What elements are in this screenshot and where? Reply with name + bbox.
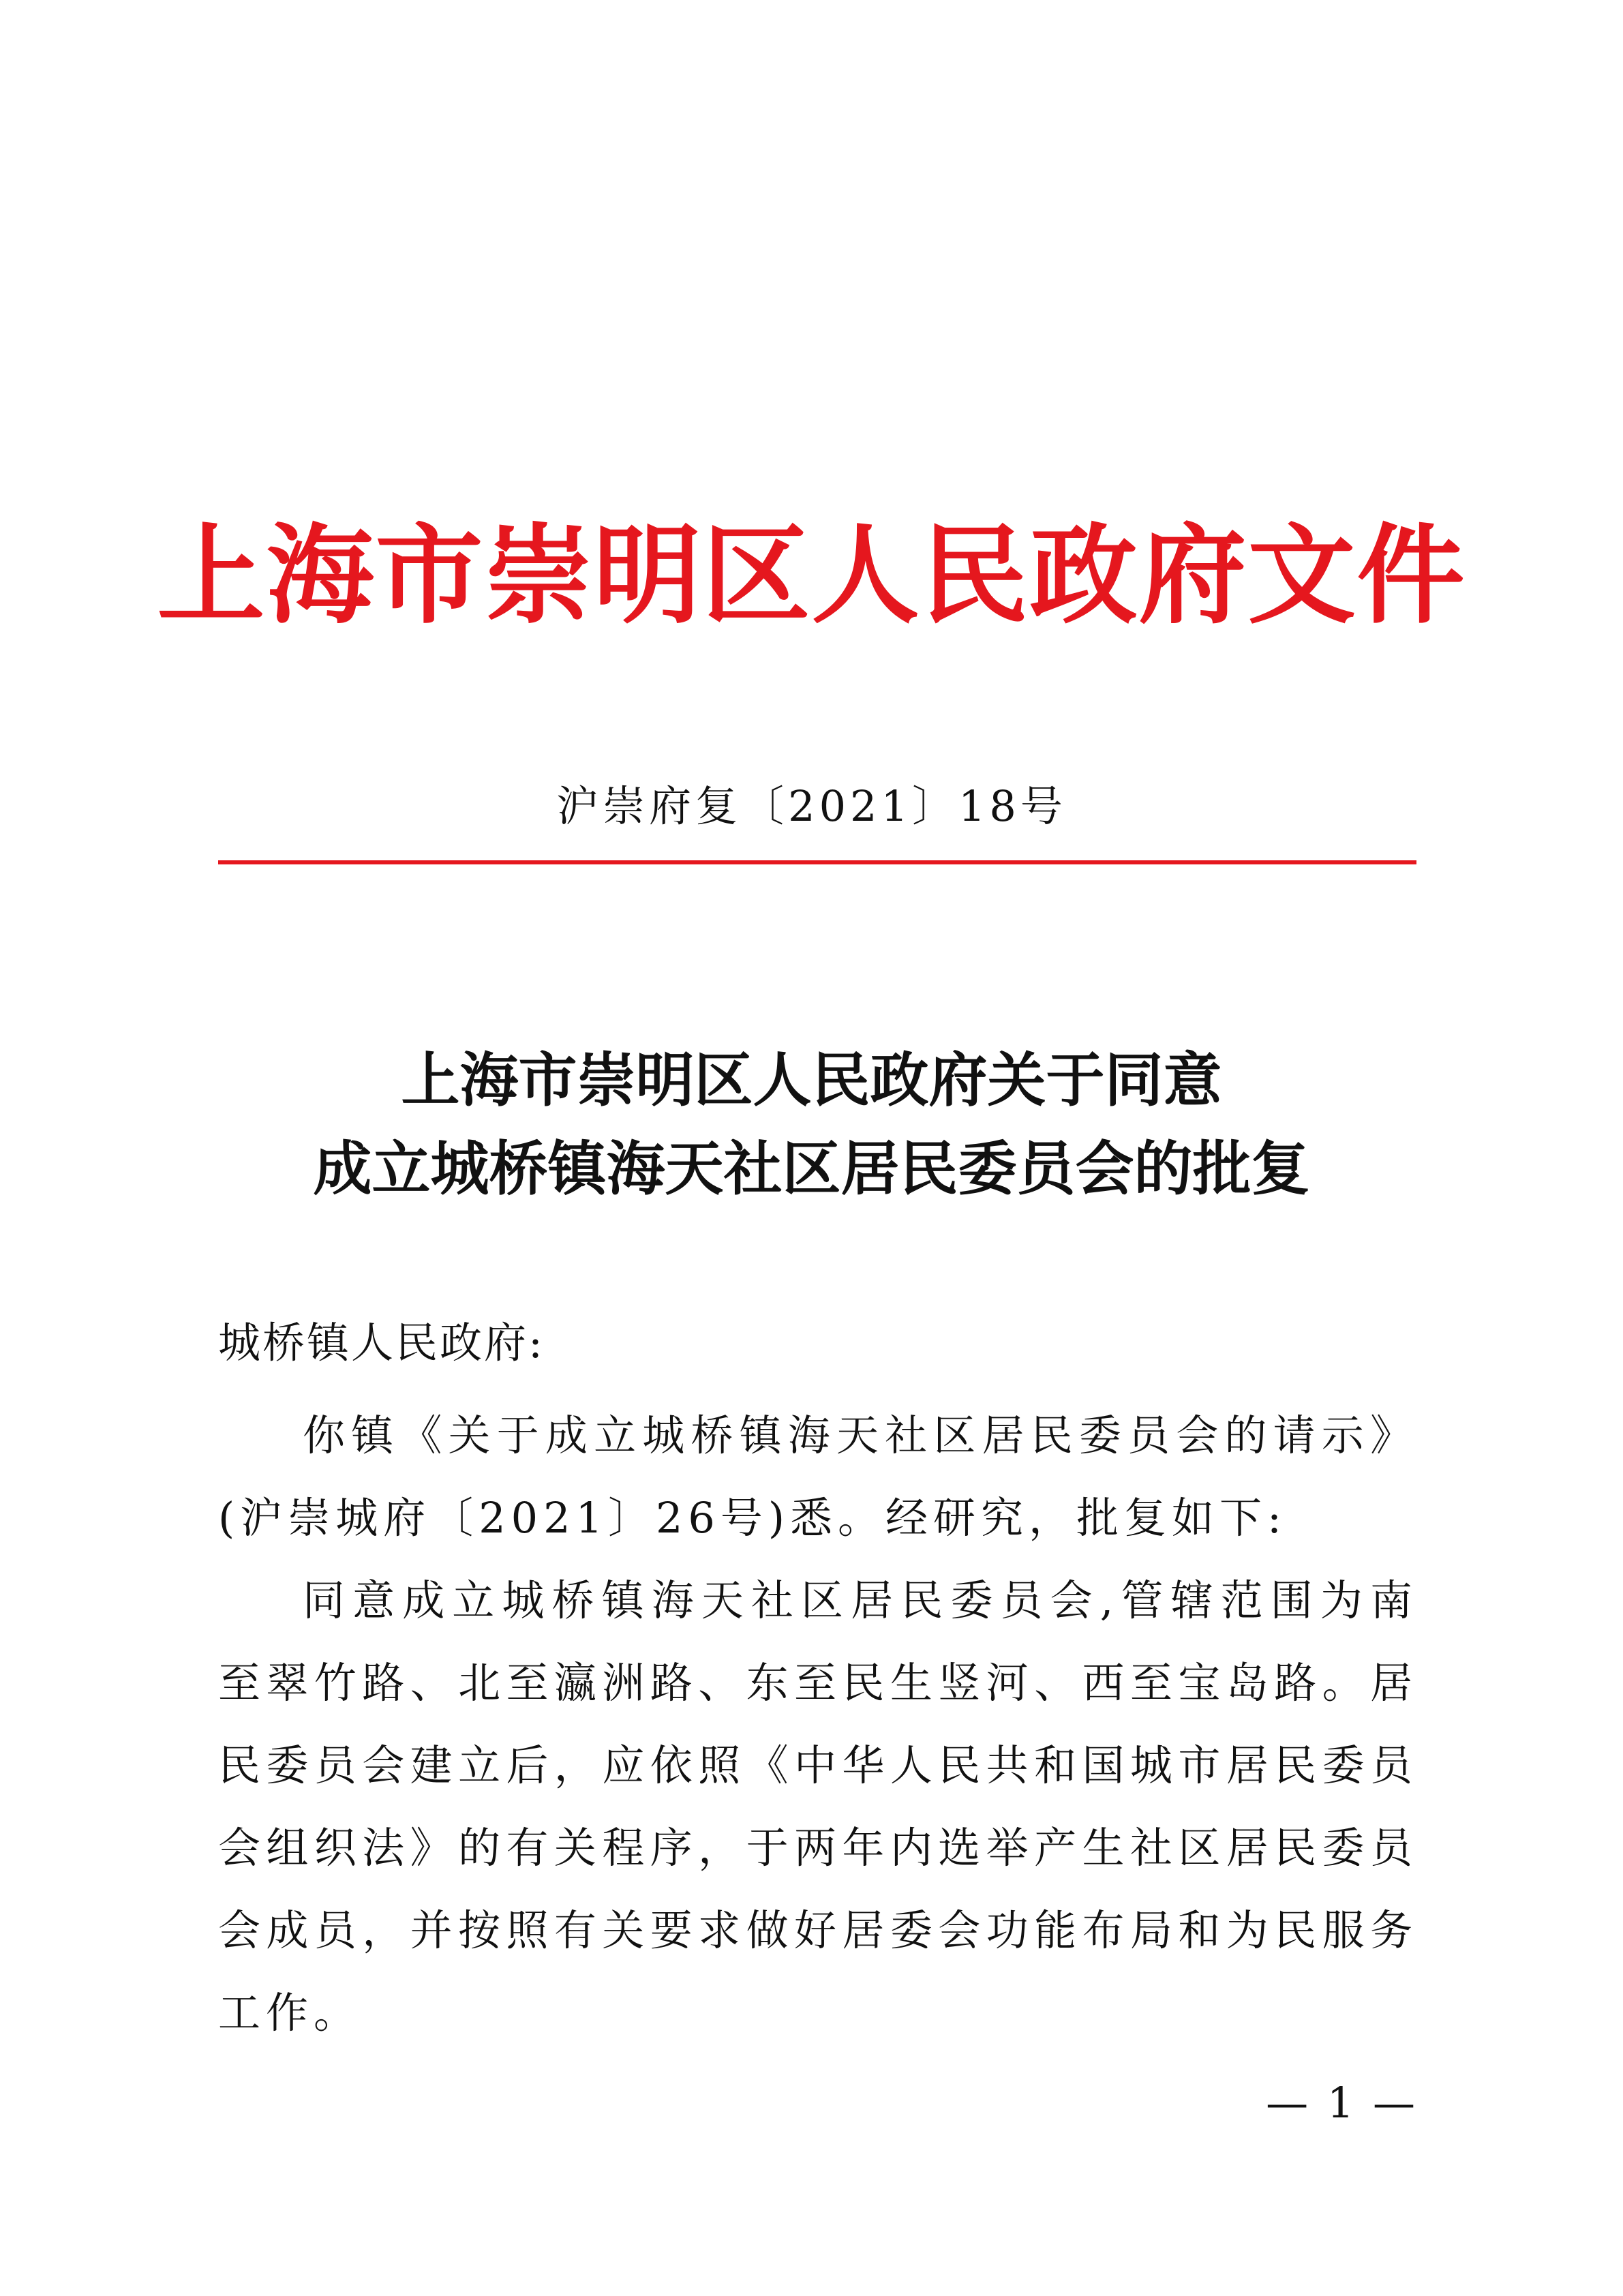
document-title-line-1: 上海市崇明区人民政府关于同意 (401, 1046, 1222, 1115)
document-number: 沪崇府复〔2021〕18号 (556, 781, 1067, 831)
body-text (218, 1394, 1418, 2054)
body-paragraph-2: 同意成立城桥镇海天社区居民委员会,管辖范围为南至翠竹路、北至瀛洲路、东至民生竖河、西至宝岛路。居民委员会建立后，应依照《中华人民共和国城市居民委员会组织法》的有关程序，于两年内选举产生社区居民委员会成员，并按照有关要求做好居委会功能布局和为民服务工作。 (218, 1575, 1418, 2038)
document-title (0, 1036, 1623, 1213)
page-number: — 1 — (1266, 2078, 1418, 2128)
red-separator-line (218, 860, 1416, 864)
masthead-title: 上海市崇明区人民政府文件 (157, 513, 1466, 639)
document-title-line-2: 成立城桥镇海天社区居民委员会的批复 (313, 1134, 1310, 1203)
body-paragraph-1: 你镇《关于成立城桥镇海天社区居民委员会的请示》(沪崇城府〔2021〕26号)悉。经研究，批复如下: (218, 1410, 1418, 1543)
addressee: 城桥镇人民政府: (218, 1318, 545, 1368)
